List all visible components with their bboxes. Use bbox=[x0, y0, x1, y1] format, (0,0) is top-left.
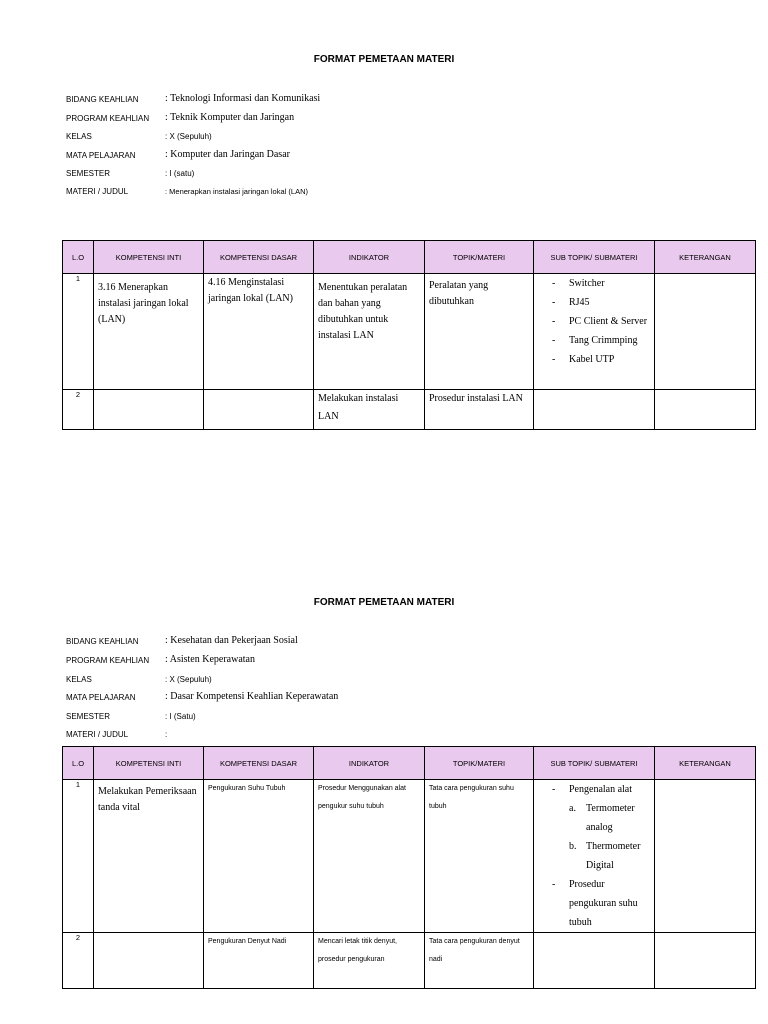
table-row bbox=[63, 933, 756, 989]
column-header: TOPIK/MATERI bbox=[425, 241, 534, 274]
indikator-text: Menentukan peralatan dan bahan yang dibutuhkan untuk instalasi LAN bbox=[318, 282, 408, 341]
list-item-text: Tang Crimmping bbox=[569, 335, 638, 346]
list-item bbox=[552, 331, 654, 350]
document-title: FORMAT PEMETAAN MATERI bbox=[313, 597, 455, 608]
column-header: KOMPETENSI INTI bbox=[94, 747, 204, 780]
kompetensi-dasar-cell bbox=[204, 274, 314, 390]
column-header: KOMPETENSI DASAR bbox=[204, 241, 314, 274]
meta-value: : Komputer dan Jaringan Dasar bbox=[165, 149, 290, 160]
indikator-text: Prosedur Menggunakan alat pengukur suhu tubuh bbox=[318, 785, 406, 810]
meta-label: SEMESTER bbox=[66, 169, 111, 178]
topik-text: Tata cara pengukuran suhu tubuh bbox=[429, 785, 514, 810]
meta-label: MATERI / JUDUL bbox=[66, 730, 129, 739]
meta-label: PROGRAM KEAHLIAN bbox=[66, 656, 150, 665]
list-item-text: PC Client & Server bbox=[569, 316, 648, 327]
topik-text: Prosedur instalasi LAN bbox=[429, 393, 523, 404]
meta-label: BIDANG KEAHLIAN bbox=[66, 637, 139, 646]
indikator-cell bbox=[314, 933, 425, 989]
sub-topik-list bbox=[534, 780, 654, 932]
kompetensi-inti-text: Melakukan Pemeriksaan tanda vital bbox=[98, 786, 197, 813]
meta-label: SEMESTER bbox=[66, 712, 111, 721]
column-header: INDIKATOR bbox=[314, 241, 425, 274]
topik-cell bbox=[425, 390, 534, 430]
bullet-dash: - bbox=[552, 316, 556, 327]
meta-value: : X (Sepuluh) bbox=[165, 675, 212, 684]
meta-label: KELAS bbox=[66, 675, 92, 684]
sub-list bbox=[569, 799, 654, 875]
lo-cell: 2 bbox=[63, 933, 94, 989]
meta-label: BIDANG KEAHLIAN bbox=[66, 95, 139, 104]
sub-topik-cell bbox=[534, 390, 655, 430]
meta-value: : Teknik Komputer dan Jaringan bbox=[165, 112, 295, 123]
sub-topik-cell bbox=[534, 780, 655, 933]
lo-cell: 2 bbox=[63, 390, 94, 430]
column-header: L.O bbox=[63, 747, 94, 780]
column-header: KETERANGAN bbox=[655, 241, 756, 274]
meta-value: : Asisten Keperawatan bbox=[165, 654, 255, 665]
indikator-cell bbox=[314, 780, 425, 933]
list-item-text: Termometer analog bbox=[586, 803, 635, 833]
list-item bbox=[552, 312, 654, 331]
list-item bbox=[552, 780, 654, 875]
meta-value: : bbox=[165, 730, 168, 739]
keterangan-cell bbox=[655, 274, 756, 390]
list-item-text: RJ45 bbox=[569, 297, 590, 308]
kompetensi-inti-cell bbox=[94, 390, 204, 430]
indikator-cell bbox=[314, 390, 425, 430]
kompetensi-dasar-cell bbox=[204, 780, 314, 933]
indikator-text: Mencari letak titik denyut, prosedur pengukuran bbox=[318, 938, 397, 963]
kompetensi-dasar-cell bbox=[204, 933, 314, 989]
kompetensi-inti-text: 3.16 Menerapkan instalasi jaringan lokal (LAN) bbox=[98, 282, 189, 325]
kompetensi-inti-cell bbox=[94, 933, 204, 989]
list-item-text: Prosedur pengukuran suhu tubuh bbox=[569, 879, 638, 928]
mapping-table bbox=[62, 746, 756, 989]
column-header: KOMPETENSI DASAR bbox=[204, 747, 314, 780]
topik-cell bbox=[425, 274, 534, 390]
column-header: TOPIK/MATERI bbox=[425, 747, 534, 780]
list-item bbox=[552, 274, 654, 293]
keterangan-cell bbox=[655, 933, 756, 989]
kompetensi-inti-cell bbox=[94, 780, 204, 933]
bullet-dash: - bbox=[552, 297, 556, 308]
document-title: FORMAT PEMETAAN MATERI bbox=[313, 54, 455, 65]
column-header: INDIKATOR bbox=[314, 747, 425, 780]
meta-value: : I (Satu) bbox=[165, 712, 196, 721]
bullet-dash: - bbox=[552, 354, 556, 365]
topik-cell bbox=[425, 780, 534, 933]
list-marker: a. bbox=[569, 803, 576, 814]
keterangan-cell bbox=[655, 390, 756, 430]
topik-text: Peralatan yang dibutuhkan bbox=[429, 280, 489, 307]
list-item-text: Kabel UTP bbox=[569, 354, 615, 365]
kompetensi-dasar-text: Pengukuran Denyut Nadi bbox=[208, 938, 287, 945]
kompetensi-dasar-cell bbox=[204, 390, 314, 430]
list-item bbox=[569, 837, 654, 875]
column-header: KOMPETENSI INTI bbox=[94, 241, 204, 274]
list-item-text: Thermometer Digital bbox=[586, 841, 641, 871]
sub-topik-cell bbox=[534, 933, 655, 989]
sub-topik-list bbox=[534, 274, 654, 369]
kompetensi-dasar-text: Pengukuran Suhu Tubuh bbox=[208, 785, 286, 792]
list-marker: b. bbox=[569, 841, 577, 852]
list-item-text: Pengenalan alat bbox=[569, 784, 633, 795]
table-header-row bbox=[63, 241, 756, 274]
topik-text: Tata cara pengukuran denyut nadi bbox=[429, 938, 520, 963]
list-item bbox=[552, 875, 654, 932]
lo-cell: 1 bbox=[63, 780, 94, 933]
keterangan-cell bbox=[655, 780, 756, 933]
meta-value: : X (Sepuluh) bbox=[165, 132, 212, 141]
column-header: KETERANGAN bbox=[655, 747, 756, 780]
column-header: SUB TOPIK/ SUBMATERI bbox=[534, 241, 655, 274]
indikator-cell bbox=[314, 274, 425, 390]
bullet-dash: - bbox=[552, 335, 556, 346]
column-header: L.O bbox=[63, 241, 94, 274]
list-item bbox=[552, 293, 654, 312]
column-header: SUB TOPIK/ SUBMATERI bbox=[534, 747, 655, 780]
table-row bbox=[63, 780, 756, 933]
meta-value: : Teknologi Informasi dan Komunikasi bbox=[165, 93, 321, 104]
table-row bbox=[63, 274, 756, 390]
kompetensi-dasar-text: 4.16 Menginstalasi jaringan lokal (LAN) bbox=[208, 277, 293, 304]
meta-label: MATA PELAJARAN bbox=[66, 151, 136, 160]
mapping-table bbox=[62, 240, 756, 430]
list-item-text: Switcher bbox=[569, 278, 605, 289]
kompetensi-inti-cell bbox=[94, 274, 204, 390]
indikator-text: Melakukan instalasi LAN bbox=[318, 393, 399, 422]
meta-value: : Kesehatan dan Pekerjaan Sosial bbox=[165, 635, 298, 646]
meta-label: MATA PELAJARAN bbox=[66, 693, 136, 702]
bullet-dash: - bbox=[552, 879, 556, 890]
list-item bbox=[569, 799, 654, 837]
meta-value: : Menerapkan instalasi jaringan lokal (LAN) bbox=[165, 187, 308, 196]
list-item bbox=[552, 350, 654, 369]
meta-label: KELAS bbox=[66, 132, 92, 141]
sub-topik-cell bbox=[534, 274, 655, 390]
meta-value: : Dasar Kompetensi Keahlian Keperawatan bbox=[165, 691, 339, 702]
meta-label: PROGRAM KEAHLIAN bbox=[66, 114, 150, 123]
lo-cell: 1 bbox=[63, 274, 94, 390]
bullet-dash: - bbox=[552, 278, 556, 289]
topik-cell bbox=[425, 933, 534, 989]
meta-value: : I (satu) bbox=[165, 169, 195, 178]
meta-label: MATERI / JUDUL bbox=[66, 187, 129, 196]
bullet-dash: - bbox=[552, 784, 556, 795]
table-row bbox=[63, 390, 756, 430]
table-header-row bbox=[63, 747, 756, 780]
